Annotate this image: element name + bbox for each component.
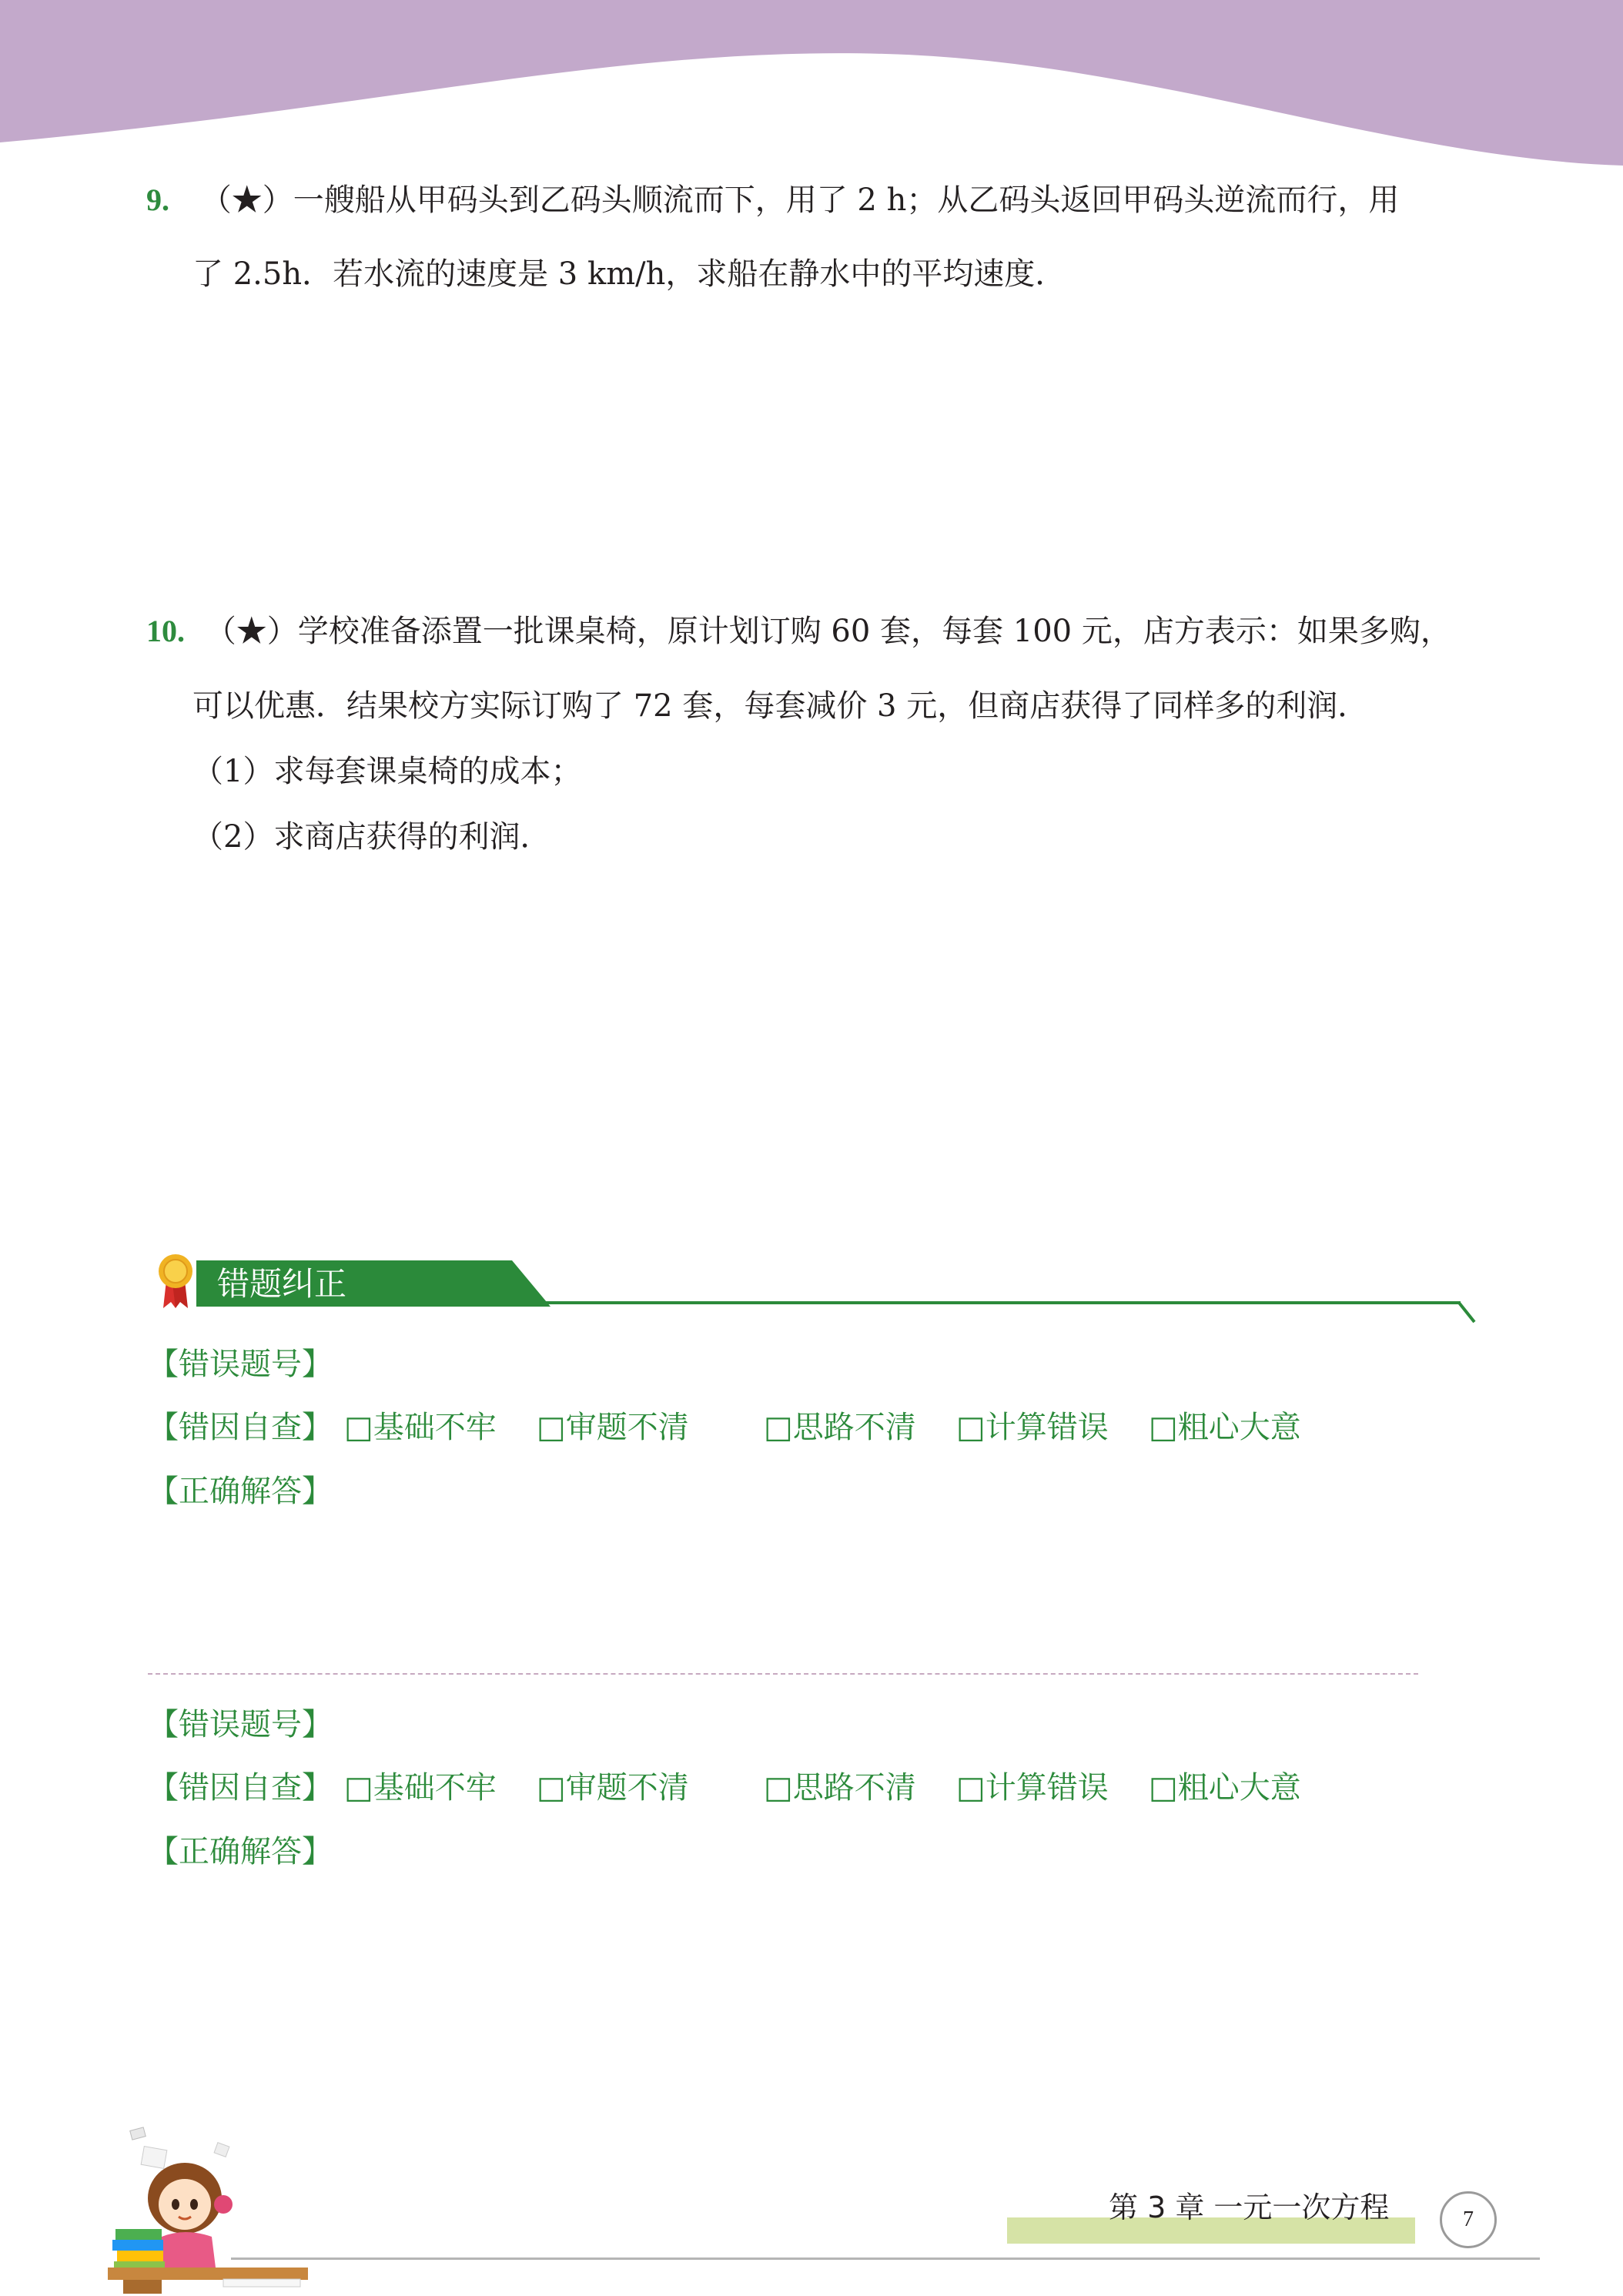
option-calculation-error-checkbox[interactable]: □计算错误 (956, 1770, 1109, 1806)
question-9-line-1 (146, 182, 1400, 218)
question-number: 10. (146, 614, 185, 648)
option-misread-question-checkbox[interactable]: □审题不清 (537, 1770, 689, 1806)
correction-section-header (150, 1251, 1478, 1328)
footer-rule (231, 2258, 1540, 2260)
block-divider (148, 1673, 1418, 1675)
difficulty-star: （★） (200, 182, 293, 218)
question-10-sub-2: （2）求商店获得的利润． (192, 819, 551, 855)
error-cause-row (148, 1772, 1380, 1806)
question-9-line-2: 了 2.5h．若水流的速度是 3 km/h，求船在静水中的平均速度． (192, 256, 1066, 292)
error-cause-row (148, 1412, 1380, 1446)
option-unclear-approach-checkbox[interactable]: □思路不清 (764, 1410, 916, 1445)
option-weak-foundation-checkbox[interactable]: □基础不牢 (344, 1770, 497, 1806)
correction-section-title: 错题纠正 (217, 1265, 347, 1303)
question-10-sub-1: （1）求每套课桌椅的成本； (192, 754, 582, 789)
correct-answer-label: 【正确解答】 (148, 1474, 333, 1509)
question-text: 学校准备添置一批课桌椅，原计划订购 60 套，每套 100 元，店方表示：如果多购， (297, 614, 1451, 649)
question-10-line-2: 可以优惠．结果校方实际订购了 72 套，每套减价 3 元，但商店获得了同样多的利润． (192, 688, 1369, 724)
error-cause-label: 【错因自查】 (148, 1770, 333, 1806)
header-wave-banner (0, 0, 1623, 169)
page-number: 7 (1440, 2191, 1497, 2248)
option-misread-question-checkbox[interactable]: □审题不清 (537, 1410, 689, 1445)
question-text: 一艘船从甲码头到乙码头顺流而下，用了 2 h；从乙码头返回甲码头逆流而行，用 (293, 182, 1400, 218)
option-careless-checkbox[interactable]: □粗心大意 (1149, 1410, 1301, 1445)
footer-chapter-title: 第 3 章 一元一次方程 (1109, 2191, 1390, 2224)
option-weak-foundation-checkbox[interactable]: □基础不牢 (344, 1410, 497, 1445)
wrong-number-label: 【错误题号】 (148, 1707, 333, 1742)
question-number: 9. (146, 182, 169, 217)
error-cause-label: 【错因自查】 (148, 1410, 333, 1445)
option-careless-checkbox[interactable]: □粗心大意 (1149, 1770, 1301, 1806)
option-calculation-error-checkbox[interactable]: □计算错误 (956, 1410, 1109, 1445)
medal-icon (154, 1253, 197, 1310)
difficulty-star: （★） (205, 614, 298, 649)
question-10-line-1 (146, 616, 1451, 647)
correct-answer-label: 【正确解答】 (148, 1834, 333, 1869)
girl-studying-illustration (108, 2121, 323, 2294)
option-unclear-approach-checkbox[interactable]: □思路不清 (764, 1770, 916, 1806)
wrong-number-label: 【错误题号】 (148, 1347, 333, 1382)
